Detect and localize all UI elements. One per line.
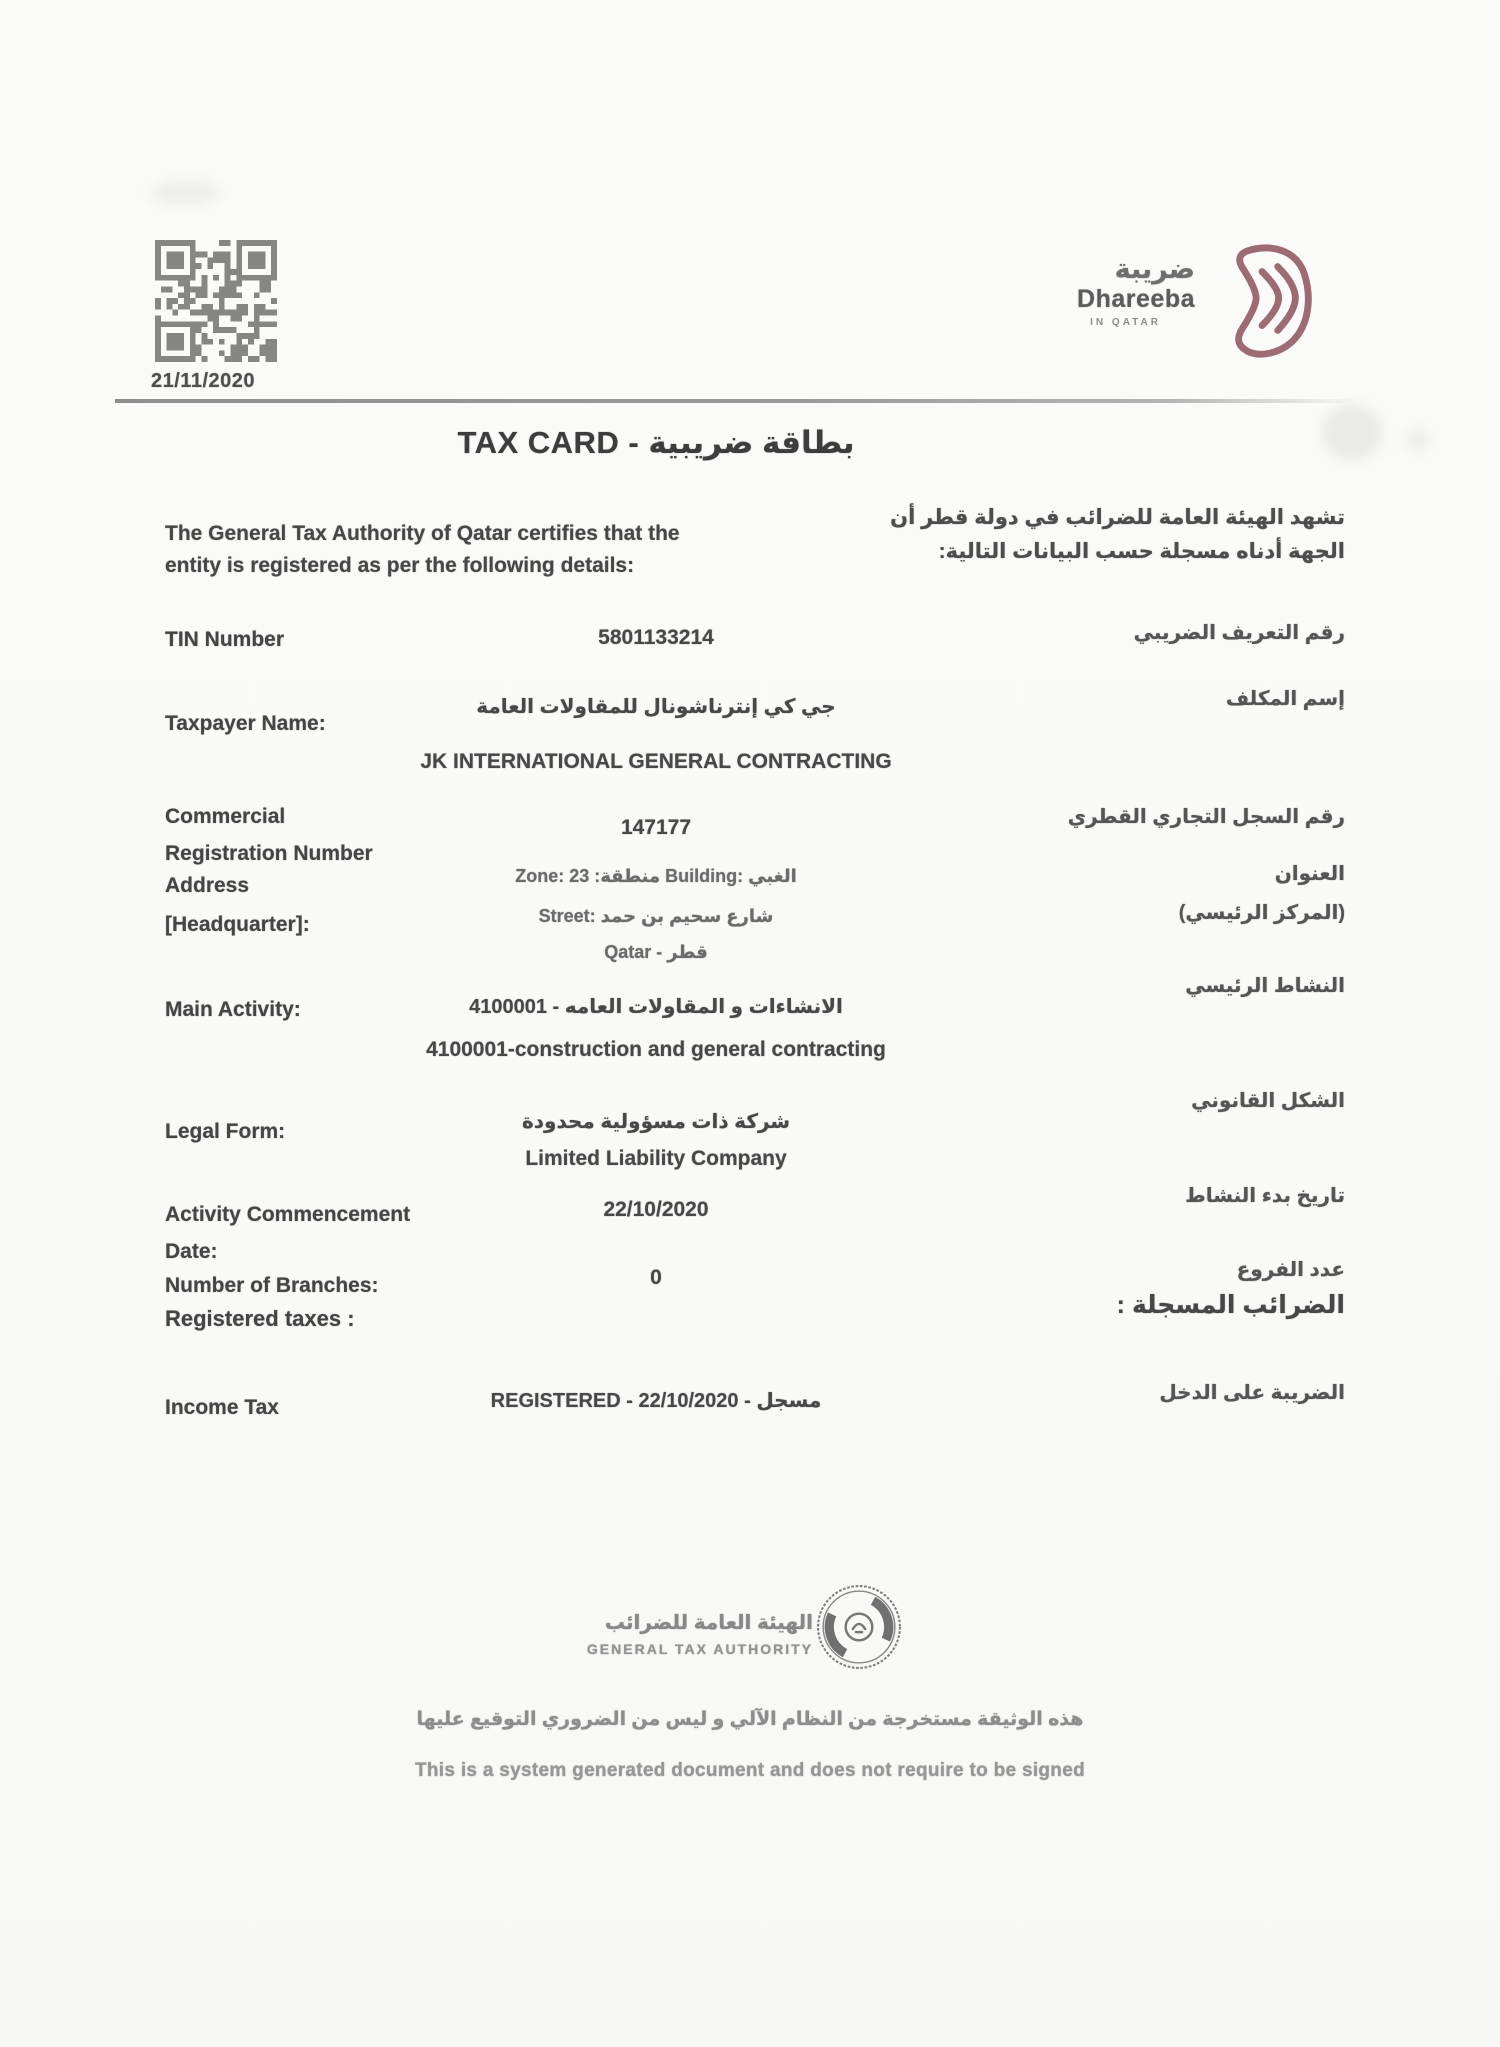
taxpayer-label: Taxpayer Name: (165, 712, 326, 735)
scan-artifact (1322, 405, 1382, 460)
intro-ar-line1: تشهد الهيئة العامة للضرائب في دولة قطر أن (890, 506, 1345, 529)
intro-en-line2: entity is registered as per the following details: (165, 554, 635, 577)
commencement-label-ar: تاريخ بدء النشاط (1184, 1185, 1345, 1207)
dhareeba-logo-text (1030, 256, 1195, 328)
commercial-registration-label-line2: Registration Number (165, 842, 373, 865)
commencement-label-line2: Date: (165, 1240, 218, 1263)
commercial-registration-label-line1: Commercial (165, 805, 286, 828)
tin-value: 5801133214 (598, 626, 714, 649)
gta-logo-text (545, 1610, 813, 1657)
address-country-line: Qatar - قطر (604, 942, 708, 962)
dhareeba-chevron-logo-icon (1208, 241, 1316, 359)
address-zone-line: Zone: 23 :منطقة Building: الغبي (515, 866, 797, 886)
scan-artifact (150, 180, 220, 206)
intro-paragraph-en (165, 518, 805, 582)
tin-label-ar: رقم التعريف الضريبي (1133, 622, 1345, 644)
main-activity-value-en: 4100001-construction and general contracting (426, 1038, 886, 1061)
taxpayer-name-en: JK INTERNATIONAL GENERAL CONTRACTING (420, 750, 892, 773)
commencement-label-line1: Activity Commencement (165, 1203, 411, 1226)
address-label-ar-sub: (المركز الرئيسي) (1178, 902, 1345, 924)
income-tax-value: REGISTERED - 22/10/2020 - مسجل (490, 1390, 822, 1412)
footer-note-en: This is a system generated document and does not require to be signed (414, 1760, 1085, 1781)
legal-form-value-en: Limited Liability Company (525, 1147, 787, 1170)
intro-en-line1: The General Tax Authority of Qatar certifies that the (165, 522, 680, 545)
address-label-ar: العنوان (1274, 863, 1345, 885)
registered-taxes-label-ar: الضرائب المسجلة : (1116, 1291, 1345, 1319)
branches-value: 0 (650, 1266, 662, 1289)
commencement-value: 22/10/2020 (603, 1198, 709, 1221)
income-tax-label-ar: الضريبة على الدخل (1159, 1382, 1345, 1404)
dhareeba-logo-tagline: IN QATAR (1090, 317, 1161, 328)
dhareeba-logo-name: Dhareeba (1077, 285, 1195, 313)
main-activity-value-ar: الانشاءات و المقاولات العامه - 4100001 (469, 996, 843, 1018)
address-label-line1: Address (165, 874, 250, 897)
main-activity-label-ar: النشاط الرئيسي (1185, 975, 1345, 997)
gta-seal-icon (816, 1584, 902, 1670)
qr-code (155, 240, 277, 362)
tin-label: TIN Number (165, 628, 285, 651)
legal-form-label-ar: الشكل القانوني (1191, 1090, 1345, 1112)
header-divider (115, 399, 1360, 403)
footer-note-ar: هذه الوثيقة مستخرجة من النظام الآلي و ليس من الضروري التوقيع عليها (416, 1709, 1084, 1730)
legal-form-value-ar: شركة ذات مسؤولية محدودة (521, 1111, 791, 1133)
income-tax-label: Income Tax (165, 1396, 279, 1419)
main-activity-label: Main Activity: (165, 998, 301, 1021)
taxpayer-name-ar: جي كي إنترناشونال للمقاولات العامة (476, 696, 836, 718)
commercial-registration-label-ar: رقم السجل التجاري القطري (1067, 806, 1345, 828)
gta-name-ar: الهيئة العامة للضرائب (604, 1612, 813, 1634)
intro-ar-line2: الجهة أدناه مسجلة حسب البيانات التالية: (938, 540, 1345, 563)
intro-paragraph-ar (725, 501, 1345, 569)
branches-label: Number of Branches: (165, 1274, 379, 1297)
registered-taxes-label: Registered taxes : (165, 1306, 355, 1331)
gta-name-en: GENERAL TAX AUTHORITY (586, 1641, 813, 1657)
document-title: TAX CARD - بطاقة ضريبية (457, 425, 855, 460)
address-label-line2: [Headquarter]: (165, 913, 310, 936)
dhareeba-logo-arabic: ضريبة (1114, 254, 1195, 284)
scan-date: 21/11/2020 (151, 370, 255, 392)
scan-artifact (1405, 430, 1431, 450)
taxpayer-label-ar: إسم المكلف (1225, 688, 1345, 710)
legal-form-label: Legal Form: (165, 1120, 286, 1143)
branches-label-ar: عدد الفروع (1236, 1259, 1345, 1281)
commercial-registration-value: 147177 (620, 816, 692, 839)
address-street-line: Street: شارع سحيم بن حمد (538, 906, 774, 926)
